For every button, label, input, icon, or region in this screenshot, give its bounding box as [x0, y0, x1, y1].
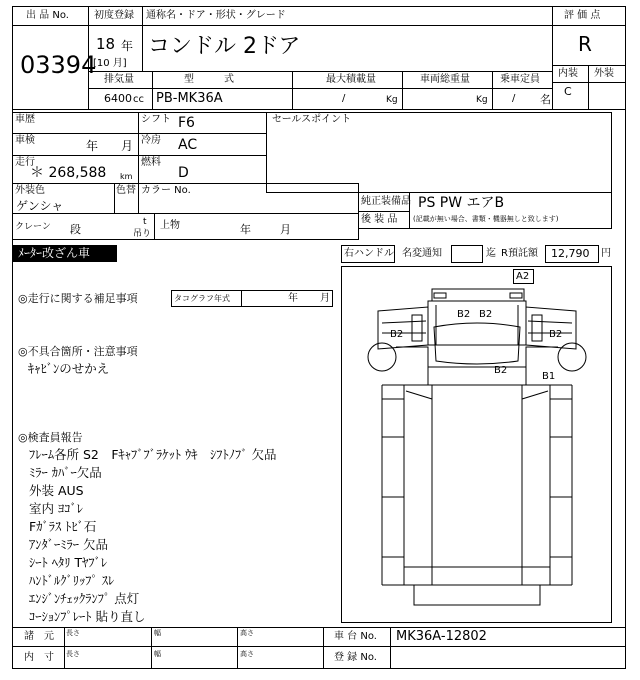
diagram-mark: B2: [390, 329, 404, 340]
recycle-value: 12,790: [551, 247, 590, 260]
mileage-unit: km: [120, 172, 133, 181]
capacity-label: 乗車定員: [500, 74, 540, 85]
upper-year: 年: [240, 223, 251, 236]
reg-label: 登 録 No.: [334, 652, 377, 663]
fuel-label: 燃料: [141, 157, 161, 168]
dims-label: 諸 元: [24, 631, 54, 642]
diagram-mark: B2: [494, 365, 508, 376]
report-line: ﾊﾝﾄﾞﾙｸﾞﾘｯﾌﾟ ｽﾚ: [29, 573, 115, 588]
report-line: ﾐﾗｰ ｶﾊﾞｰ欠品: [29, 465, 102, 480]
tacho-year: 年: [288, 293, 298, 304]
width-label: 幅: [154, 629, 161, 637]
reg-value-cell: [390, 646, 626, 669]
report-line: ｴﾝｼﾞﾝﾁｪｯｸﾗﾝﾌﾟ 点灯: [29, 591, 140, 606]
footer-col-line: [151, 627, 152, 669]
footer-col-line: [237, 627, 238, 669]
report-line: ｺｰｼｮﾝﾌﾟﾚｰﾄ 貼り直し: [29, 609, 146, 624]
interior-score: C: [564, 85, 572, 98]
diagram-mark: B2: [479, 309, 493, 320]
max-load-label: 最大積載量: [326, 74, 376, 85]
chassis-label: 車 台 No.: [334, 631, 377, 642]
diagram-mark: A2: [516, 271, 530, 282]
upper-cell: [154, 213, 359, 240]
crane-label: クレーン: [15, 222, 51, 232]
first-reg-label: 初度登録: [94, 10, 134, 21]
recycle-label: R預託額: [501, 248, 538, 259]
name-label: 通称名・ドア・形状・グレード: [146, 10, 286, 21]
max-load-slash: /: [342, 93, 346, 104]
ext-color: ゲンシャ: [16, 199, 64, 213]
inspection-year: 年: [86, 139, 99, 153]
dims-values-cell: [64, 627, 324, 647]
ext-color-label: 外装色: [15, 185, 45, 196]
eval-score: R: [578, 32, 592, 56]
exterior-score-cell: [588, 82, 626, 110]
shift-label: シフト: [141, 114, 171, 125]
name-change-label: 名変通知: [402, 248, 442, 259]
aircon-label: 冷房: [141, 135, 161, 146]
inner-height-label: 高さ: [240, 650, 254, 658]
displacement-unit: cc: [133, 94, 144, 105]
retrofit-label: 後 装 品: [361, 214, 398, 225]
report-line: 外装 AUS: [29, 483, 84, 498]
report-line: ｼｰﾄ ﾍﾀﾘ Tﾔﾌﾞﾚ: [29, 555, 108, 570]
running-notes-label: ◎走行に関する補足事項: [18, 292, 138, 305]
report-line: 室内 ﾖｺﾞﾚ: [29, 501, 83, 516]
gross-weight-label: 車両総重量: [420, 74, 470, 85]
capacity-slash: /: [512, 93, 516, 104]
fuel: D: [178, 165, 189, 181]
deadline: 迄: [486, 248, 496, 259]
crane-stage: 段: [70, 223, 81, 236]
first-reg-year: 18: [96, 35, 116, 53]
report-line: Fｶﾞﾗｽ ﾄﾋﾞ石: [29, 519, 97, 534]
inspector-label: ◎検査員報告: [18, 431, 83, 444]
sales-point-label: セールスポイント: [272, 114, 352, 125]
gross-weight-unit: Kg: [476, 95, 488, 105]
recycle-unit: 円: [601, 248, 611, 259]
truck-outline-icon: [342, 267, 611, 622]
color-change-label: 色替: [116, 185, 136, 196]
lot-no: 03394: [20, 51, 97, 79]
chassis-no: MK36A-12802: [396, 629, 487, 644]
aircon: AC: [178, 137, 198, 153]
inner-width-label: 幅: [154, 650, 161, 658]
inner-values-cell: [64, 646, 324, 669]
name-change-box: [451, 245, 483, 263]
report-line: ｱﾝﾀﾞｰﾐﾗｰ 欠品: [29, 537, 108, 552]
report-line: ﾌﾚｰﾑ各所 S2 Fｷｬﾌﾞﾌﾞﾗｹｯﾄ ｳｷ ｼﾌﾄﾉﾌﾞ 欠品: [29, 447, 277, 462]
upper-label: 上物: [160, 220, 180, 231]
inspection-label: 車検: [15, 135, 35, 146]
equip: PS PW エアB: [418, 195, 505, 211]
upper-month: 月: [280, 223, 291, 236]
first-reg-year-unit: 年: [121, 39, 134, 53]
right-handle: 右ハンドル: [344, 248, 394, 259]
displacement: 6400: [104, 92, 132, 105]
crane-t: t: [143, 217, 147, 227]
interior-label: 内装: [558, 68, 578, 79]
shift: F6: [178, 115, 195, 131]
displacement-label: 排気量: [104, 74, 134, 85]
inspection-month: 月: [121, 139, 134, 153]
diagram-mark: B2: [457, 309, 471, 320]
defect-label: ◎不具合箇所・注意事項: [18, 345, 138, 358]
model: PB-MK36A: [156, 91, 223, 106]
history-label: 車歴: [15, 114, 35, 125]
equip-label: 純正装備品: [361, 196, 411, 207]
tacho-month: 月: [320, 293, 330, 304]
eval-label: 評 価 点: [564, 10, 601, 21]
diagram-mark: B2: [549, 329, 563, 340]
diagram-mark: B1: [542, 371, 556, 382]
model-label: 型 式: [184, 74, 234, 85]
tacho-label: タコグラフ年式: [174, 294, 230, 303]
first-reg-month: [10 月]: [93, 58, 127, 69]
defect-text: ｷｬﾋﾞﾝのせかえ: [28, 361, 110, 376]
mileage: ＊ 268,588: [30, 165, 107, 181]
meter-tampered: ﾒｰﾀｰ改ざん車: [18, 246, 91, 260]
lot-no-label: 出 品 No.: [26, 10, 69, 21]
capacity-unit: 名: [540, 93, 551, 106]
color-no-label: カラー No.: [141, 185, 191, 196]
length-label: 長さ: [66, 629, 80, 637]
retrofit-note: (記載が無い場合、書類・機器無しと致します): [413, 215, 559, 223]
mileage-label: 走行: [15, 157, 35, 168]
crane-lift: 吊り: [133, 229, 152, 239]
exterior-label: 外装: [594, 68, 614, 79]
inner-length-label: 長さ: [66, 650, 80, 658]
inner-label: 内 寸: [24, 652, 54, 663]
car-name: コンドル 2ドア: [148, 34, 301, 59]
damage-diagram: [341, 266, 612, 623]
height-label: 高さ: [240, 629, 254, 637]
max-load-unit: Kg: [386, 95, 398, 105]
